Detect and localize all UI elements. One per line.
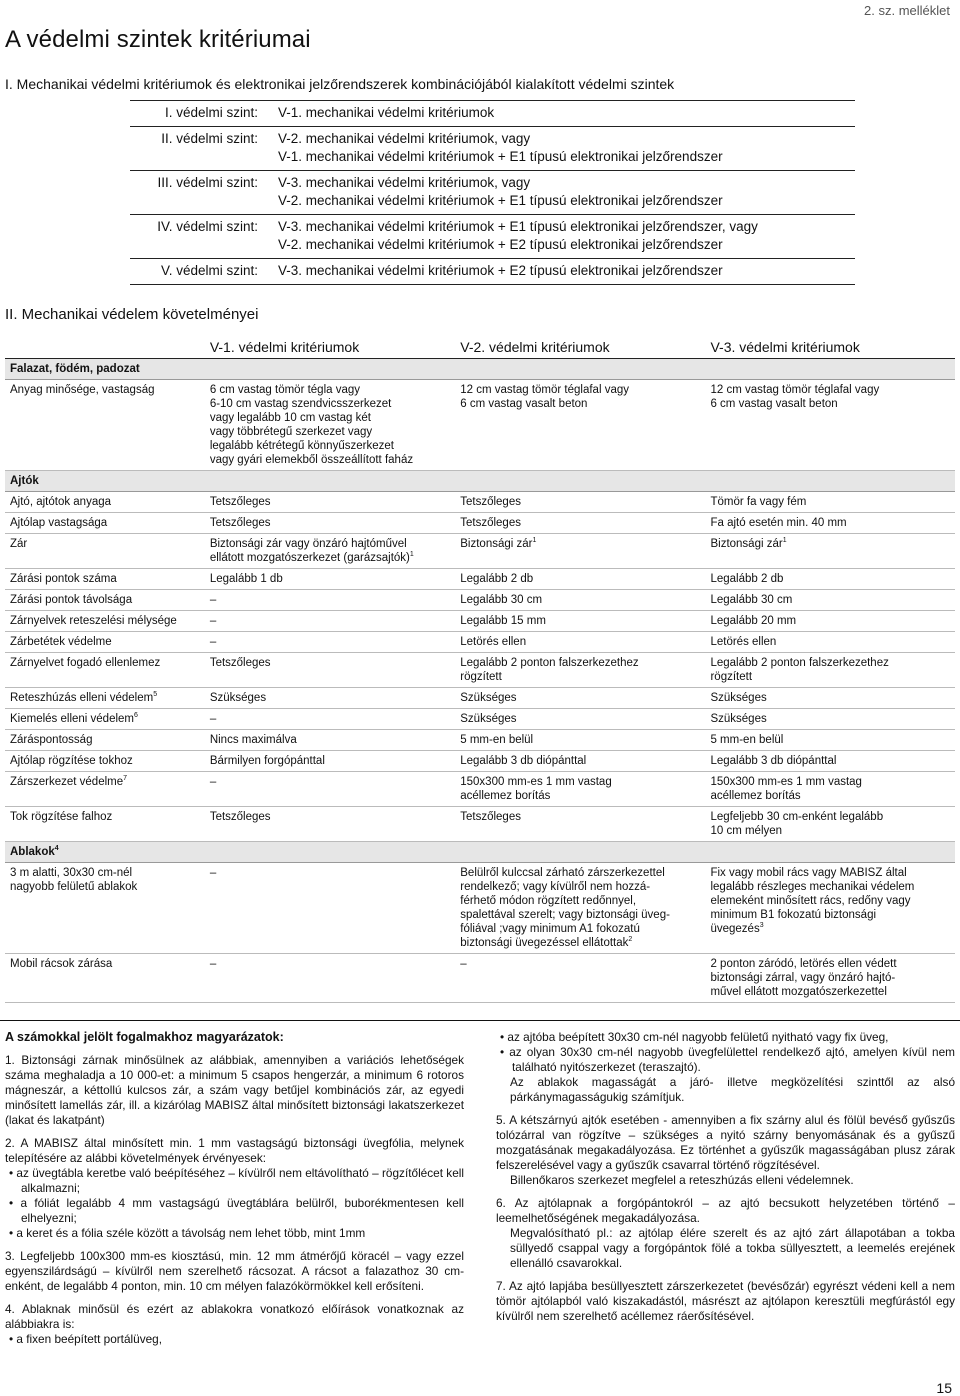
section-1-title: I. Mechanikai védelmi kritériumok és elektronikai jelzőrendszerek kombinációjából kialakított védelmi szintek bbox=[5, 76, 675, 92]
cell-text: 12 cm vastag tömör téglafal vagy 6 cm vastag vasalt beton bbox=[460, 384, 629, 410]
cell-text: Reteszhúzás elleni védelem bbox=[10, 692, 154, 704]
note-2-bullet: • az üvegtábla keretbe való beépítéséhez – kívülről nem eltávolítható – rögzítőlécet kell alkalmazni; bbox=[9, 1166, 464, 1195]
table-cell bbox=[205, 653, 455, 688]
cell-text: Tetszőleges bbox=[460, 811, 521, 823]
table-cell bbox=[205, 569, 455, 590]
level-line: V-3. mechanikai védelmi kritériumok, vagy bbox=[278, 175, 531, 190]
cell-text: Zárbetétek védelme bbox=[10, 636, 112, 648]
note-6-text: 6. Az ajtólapnak a forgópántokról – az ajtó becsukott helyzetében történő – leemelhetőségének megakadályozása. bbox=[496, 1196, 955, 1225]
row-label bbox=[5, 492, 205, 513]
table-cell bbox=[455, 611, 705, 632]
note-4-text: 4. Ablaknak minősül és ezért az ablakokra vonatkozó előírások vonatkoznak az alábbiakra is: bbox=[5, 1302, 464, 1331]
footnote-ref: 3 bbox=[759, 922, 764, 930]
note-4-bullet: • az ajtóba beépített 30x30 cm-nél nagyobb felületű nyitható vagy fix üveg, bbox=[500, 1030, 889, 1044]
table-cell bbox=[205, 709, 455, 730]
row-label bbox=[5, 632, 205, 653]
header-cell: V-3. védelmi kritériumok bbox=[705, 338, 955, 359]
level-line: V-3. mechanikai védelmi kritériumok + E2 típusú elektronikai jelzőrendszer bbox=[278, 263, 723, 278]
cell-text: Biztonsági zár bbox=[460, 538, 533, 550]
table-cell bbox=[205, 772, 455, 807]
table-cell bbox=[705, 807, 955, 842]
cell-text: 12 cm vastag tömör téglafal vagy 6 cm vastag vasalt beton bbox=[710, 384, 880, 410]
row-label bbox=[5, 653, 205, 688]
level-line: V-2. mechanikai védelmi kritériumok + E1 típusú elektronikai jelzőrendszer bbox=[278, 193, 723, 208]
note-4 bbox=[5, 1302, 464, 1347]
row-label bbox=[5, 380, 205, 471]
table-cell bbox=[705, 751, 955, 772]
note-3: 3. Legfeljebb 100x300 mm-es kiosztású, min. 12 mm átmérőjű köracél – vagy ezzel egyenszilárdságú – kívülről nem szerelhető rácsozat. A rácsot a falazathoz 30 cm-enként, de legalább 4 ponton, min. 10 cm mélyen falazókörmökkel kell erősíteni. bbox=[5, 1249, 464, 1293]
cell-text: Legfeljebb 30 cm-enként legalább 10 cm mélyen bbox=[710, 811, 884, 837]
footnote-ref: 7 bbox=[123, 775, 128, 783]
level-name: II. védelmi szint: bbox=[161, 131, 258, 146]
table-row bbox=[5, 590, 955, 611]
table-cell bbox=[205, 863, 455, 954]
cell-text: 5 mm-en belül bbox=[710, 734, 784, 746]
table-cell bbox=[455, 513, 705, 534]
notes-title: A számokkal jelölt fogalmakhoz magyarázatok: bbox=[5, 1030, 284, 1044]
table-cell bbox=[705, 534, 955, 569]
section-label: Ajtók bbox=[5, 471, 955, 492]
row-label bbox=[5, 751, 205, 772]
cell-text: Legalább 1 db bbox=[209, 573, 283, 585]
level-row bbox=[130, 100, 855, 126]
table-cell bbox=[705, 611, 955, 632]
cell-text: 5 mm-en belül bbox=[460, 734, 534, 746]
row-label bbox=[5, 590, 205, 611]
note-5 bbox=[496, 1113, 955, 1188]
note-5-tail: Billenőkaros szerkezet megfelel a reteszhúzás elleni védelemnek. bbox=[510, 1173, 854, 1187]
table-header-row bbox=[5, 338, 955, 359]
level-row bbox=[130, 170, 855, 214]
level-name: V. védelmi szint: bbox=[160, 263, 258, 278]
table-cell bbox=[455, 772, 705, 807]
table-row bbox=[5, 709, 955, 730]
cell-text: Biztonsági zár vagy önzáró hajtóművel ellátott mozgatószerkezet (garázsajtók) bbox=[209, 538, 410, 564]
protection-levels-table bbox=[130, 100, 855, 285]
table-cell bbox=[455, 709, 705, 730]
notes-column-left bbox=[5, 1030, 464, 1355]
footnote-ref: 1 bbox=[782, 537, 787, 545]
table-cell bbox=[705, 569, 955, 590]
note-2-bullet: • a fóliát legalább 4 mm vastagságú üvegtáblára belülről, buborékmentesen kell elhelyezni; bbox=[9, 1196, 464, 1225]
table-section-row bbox=[5, 471, 955, 492]
footnotes bbox=[5, 1030, 955, 1355]
cell-text: Legalább 2 ponton falszerkezethez rögzített bbox=[460, 657, 639, 683]
level-name: I. védelmi szint: bbox=[164, 105, 258, 120]
table-cell bbox=[705, 632, 955, 653]
cell-text: Biztonsági zár bbox=[710, 538, 783, 550]
cell-text: Legalább 3 db diópánttal bbox=[710, 755, 837, 767]
table-row bbox=[5, 730, 955, 751]
table-cell bbox=[705, 954, 955, 1003]
cell-text: Legalább 20 mm bbox=[710, 615, 797, 627]
table-row bbox=[5, 772, 955, 807]
header-cell: V-1. védelmi kritériumok bbox=[205, 338, 455, 359]
note-4-bullet: • az olyan 30x30 cm-nél nagyobb üvegfelülettel rendelkező ajtó, amelyen kívül nem található nyitószerkezet (teraszajtó). bbox=[500, 1045, 955, 1074]
cell-text: Tetszőleges bbox=[209, 517, 271, 529]
note-4-bullet: • a fixen beépített portálüveg, bbox=[9, 1332, 163, 1346]
row-label bbox=[5, 863, 205, 954]
cell-text: – bbox=[209, 958, 217, 970]
table-cell bbox=[205, 534, 455, 569]
notes-column-right bbox=[496, 1030, 955, 1355]
table-row bbox=[5, 513, 955, 534]
table-row bbox=[5, 492, 955, 513]
table-cell bbox=[205, 730, 455, 751]
table-cell bbox=[205, 611, 455, 632]
header-cell: V-2. védelmi kritériumok bbox=[455, 338, 705, 359]
section-2-title: II. Mechanikai védelem követelményei bbox=[5, 306, 259, 323]
cell-text: 2 ponton záródó, letörés ellen védett biztonsági zárral, vagy önzáró hajtó- művel ellátott mozgatószerkezettel bbox=[710, 958, 897, 998]
section-label bbox=[5, 842, 955, 863]
cell-text: Záráspontosság bbox=[10, 734, 93, 746]
table-cell bbox=[455, 569, 705, 590]
cell-text: Szükséges bbox=[460, 713, 517, 725]
table-cell bbox=[705, 730, 955, 751]
cell-text: Letörés ellen bbox=[460, 636, 527, 648]
table-cell bbox=[455, 590, 705, 611]
cell-text: Zárási pontok száma bbox=[10, 573, 117, 585]
cell-text: Tetszőleges bbox=[209, 811, 271, 823]
note-5-text: 5. A kétszárnyú ajtók esetében - amennyiben a fix szárny alul és fölül bevéső gyűszűs tolózárral van rögzítve – szükséges a nyitó szárny benyomásának és a gyűszű mozgatásának megakadályozása. Ez történhet a gyűszűk magasságában plusz zárak felszerelésével vagy a gyűszűk csavarral történő rögzítésével. bbox=[496, 1113, 955, 1172]
cell-text: – bbox=[460, 958, 467, 970]
level-row bbox=[130, 126, 855, 170]
table-row bbox=[5, 653, 955, 688]
cell-text: Legalább 2 ponton falszerkezethez rögzített bbox=[710, 657, 889, 683]
page-title: A védelmi szintek kritériumai bbox=[5, 26, 311, 53]
level-row bbox=[130, 214, 855, 258]
row-label bbox=[5, 611, 205, 632]
table-body-walls bbox=[5, 380, 955, 471]
table-row bbox=[5, 380, 955, 471]
table-cell bbox=[455, 688, 705, 709]
cell-text: Tok rögzítése falhoz bbox=[10, 811, 113, 823]
cell-text: Tömör fa vagy fém bbox=[710, 496, 807, 508]
cell-text: Szükséges bbox=[710, 692, 767, 704]
table-body-doors bbox=[5, 492, 955, 842]
cell-text: – bbox=[209, 776, 217, 788]
page-number: 15 bbox=[936, 1380, 952, 1396]
footnote-ref: 1 bbox=[409, 551, 414, 559]
table-cell bbox=[705, 863, 955, 954]
table-row bbox=[5, 863, 955, 954]
table-cell bbox=[705, 380, 955, 471]
level-name: III. védelmi szint: bbox=[157, 175, 258, 190]
cell-text: 6 cm vastag tömör tégla vagy 6-10 cm vastag szendvicsszerkezet vagy legalább 10 cm vastag két vagy többrétegű szerkezet vagy legalább kétrétegű könnyűszerkezet vagy gyári elemekből összeállított faház bbox=[209, 384, 414, 466]
table-cell bbox=[455, 380, 705, 471]
table-row bbox=[5, 807, 955, 842]
table-cell bbox=[205, 380, 455, 471]
cell-text: Fa ajtó esetén min. 40 mm bbox=[710, 517, 847, 529]
table-cell bbox=[205, 751, 455, 772]
cell-text: Zárnyelvek reteszelési mélysége bbox=[10, 615, 177, 627]
row-label bbox=[5, 513, 205, 534]
table-cell bbox=[455, 807, 705, 842]
cell-text: Zárnyelvet fogadó ellenlemez bbox=[10, 657, 161, 669]
level-line: V-1. mechanikai védelmi kritériumok bbox=[278, 105, 495, 120]
cell-text: – bbox=[209, 594, 217, 606]
level-line: V-2. mechanikai védelmi kritériumok + E2 típusú elektronikai jelzőrendszer bbox=[278, 237, 723, 252]
table-cell bbox=[455, 632, 705, 653]
cell-text: – bbox=[209, 867, 217, 879]
note-7: 7. Az ajtó lapjába besüllyesztett zárszerkezetet (bevésőzár) egyrészt védeni kell a nem tömör ajtólapból való kiszakadástól, másrészt az ajtólapon keresztüli megfúrástól egy kívülről nem szerelhető acéllemez ráerősítésével. bbox=[496, 1279, 955, 1323]
cell-text: Tetszőleges bbox=[460, 517, 521, 529]
level-name: IV. védelmi szint: bbox=[157, 219, 258, 234]
annex-label: 2. sz. melléklet bbox=[864, 3, 950, 18]
cell-text: Tetszőleges bbox=[209, 657, 271, 669]
row-label bbox=[5, 807, 205, 842]
section-label-text: Ablakok bbox=[10, 846, 55, 858]
cell-text: Tetszőleges bbox=[460, 496, 521, 508]
cell-text: Zárási pontok távolsága bbox=[10, 594, 133, 606]
cell-text: Ajtó, ajtótok anyaga bbox=[10, 496, 112, 508]
cell-text: Zár bbox=[10, 538, 28, 550]
notes-divider bbox=[0, 1020, 960, 1021]
cell-text: Nincs maximálva bbox=[209, 734, 297, 746]
table-row bbox=[5, 611, 955, 632]
table-cell bbox=[205, 492, 455, 513]
level-row bbox=[130, 258, 855, 285]
row-label bbox=[5, 569, 205, 590]
cell-text: – bbox=[209, 636, 217, 648]
footnote-ref: 4 bbox=[54, 845, 59, 853]
cell-text: Legalább 2 db bbox=[460, 573, 534, 585]
table-cell bbox=[205, 807, 455, 842]
table-section-row bbox=[5, 842, 955, 863]
table-cell bbox=[205, 590, 455, 611]
cell-text: Legalább 15 mm bbox=[460, 615, 546, 627]
note-6 bbox=[496, 1196, 955, 1271]
table-row bbox=[5, 954, 955, 1003]
table-cell bbox=[455, 653, 705, 688]
table-cell bbox=[455, 751, 705, 772]
cell-text: Legalább 30 cm bbox=[710, 594, 793, 606]
table-cell bbox=[455, 534, 705, 569]
footnote-ref: 5 bbox=[153, 691, 158, 699]
cell-text: Zárszerkezet védelme bbox=[10, 776, 124, 788]
cell-text: – bbox=[209, 615, 217, 627]
cell-text: Belülről kulccsal zárható zárszerkezettel rendelkező; vagy kívülről nem hozzá- férhető módon rögzített redőnnyel, spalettával szerelt; vagy biztonsági üveg- fóliával ;vagy minimum A1 fokozatú biztonsági üvegezéssel ellátottak bbox=[460, 867, 670, 949]
cell-text: Ajtólap rögzítése tokhoz bbox=[10, 755, 133, 767]
table-section-row bbox=[5, 359, 955, 380]
note-1: 1. Biztonsági zárnak minősülnek az alábbiak, amennyiben a variációs lehetőségek száma meghaladja a 10 000-et: a minimum 5 csapos hengerzár, a minimum 6 rotoros mágneszár, a kéttollú kulcsos zár, a szám vagy betűjel kombinációs zár, az egyedi minősített lamellás zár, ill. a kizárólag MABISZ által minősített biztonsági lakatszerkezet (lakat és lakatpánt) bbox=[5, 1053, 464, 1127]
cell-text: Anyag minősége, vastagság bbox=[10, 384, 155, 396]
cell-text: 3 m alatti, 30x30 cm-nél nagyobb felületű ablakok bbox=[10, 867, 138, 893]
cell-text: Szükséges bbox=[209, 692, 267, 704]
cell-text: Szükséges bbox=[710, 713, 767, 725]
footnote-ref: 2 bbox=[628, 936, 633, 944]
section-label: Falazat, födém, padozat bbox=[5, 359, 955, 380]
table-cell bbox=[455, 954, 705, 1003]
table-cell bbox=[705, 688, 955, 709]
table-cell bbox=[455, 492, 705, 513]
cell-text: Letörés ellen bbox=[710, 636, 777, 648]
note-2 bbox=[5, 1136, 464, 1241]
cell-text: Bármilyen forgópánttal bbox=[209, 755, 325, 767]
cell-text: Legalább 3 db diópánttal bbox=[460, 755, 587, 767]
cell-text: Fix vagy mobil rács vagy MABISZ által legalább részleges mechanikai védelem elemeként minősített rács, redőny vagy minimum B1 fokozatú biztonsági üvegezés bbox=[710, 867, 915, 935]
note-6-tail: Megvalósítható pl.: az ajtólap élére szerelt és az ajtó zárt állapotában a tokba süllyedő csappal vagy a forgópántok fölé a tokba süllyesztett, a leemelés erejének ellenálló csavarokkal. bbox=[510, 1226, 955, 1270]
footnote-ref: 6 bbox=[134, 712, 138, 720]
note-2-bullet: • a keret és a fólia széle között a távolság nem lehet több, mint 1mm bbox=[9, 1226, 366, 1240]
level-line: V-3. mechanikai védelmi kritériumok + E1 típusú elektronikai jelzőrendszer, vagy bbox=[278, 219, 758, 234]
row-label bbox=[5, 954, 205, 1003]
row-label bbox=[5, 772, 205, 807]
table-cell bbox=[205, 688, 455, 709]
cell-text: Kiemelés elleni védelem bbox=[10, 713, 135, 725]
table-cell bbox=[705, 772, 955, 807]
cell-text: Tetszőleges bbox=[209, 496, 271, 508]
note-2-text: 2. A MABISZ által minősített min. 1 mm vastagságú biztonsági üvegfólia, melynek telepítésére az alábbi követelmények érvényesek: bbox=[5, 1136, 464, 1165]
table-row bbox=[5, 751, 955, 772]
level-line: V-2. mechanikai védelmi kritériumok, vagy bbox=[278, 131, 531, 146]
table-cell bbox=[455, 863, 705, 954]
note-4-cont bbox=[496, 1030, 955, 1105]
level-line: V-1. mechanikai védelmi kritériumok + E1 típusú elektronikai jelzőrendszer bbox=[278, 149, 723, 164]
cell-text: Szükséges bbox=[460, 692, 517, 704]
cell-text: 150x300 mm-es 1 mm vastag acéllemez borítás bbox=[710, 776, 862, 802]
table-row bbox=[5, 632, 955, 653]
table-row bbox=[5, 569, 955, 590]
table-cell bbox=[205, 632, 455, 653]
table-cell bbox=[705, 590, 955, 611]
row-label bbox=[5, 688, 205, 709]
cell-text: 150x300 mm-es 1 mm vastag acéllemez borítás bbox=[460, 776, 612, 802]
cell-text: Legalább 2 db bbox=[710, 573, 784, 585]
row-label bbox=[5, 534, 205, 569]
cell-text: – bbox=[209, 713, 217, 725]
table-cell bbox=[705, 653, 955, 688]
table-body-windows bbox=[5, 863, 955, 1003]
table-row bbox=[5, 534, 955, 569]
header-cell bbox=[5, 338, 205, 359]
cell-text: Mobil rácsok zárása bbox=[10, 958, 113, 970]
requirements-table bbox=[5, 338, 955, 1003]
note-4-tail: Az ablakok magasságát a járó- illetve megközelítési szinttől az alsó párkánymagasságukig számítjuk. bbox=[510, 1075, 955, 1104]
table-cell bbox=[705, 492, 955, 513]
table-cell bbox=[455, 730, 705, 751]
row-label bbox=[5, 709, 205, 730]
table-cell bbox=[205, 954, 455, 1003]
cell-text: Legalább 30 cm bbox=[460, 594, 543, 606]
cell-text: Ajtólap vastagsága bbox=[10, 517, 108, 529]
table-row bbox=[5, 688, 955, 709]
table-cell bbox=[705, 513, 955, 534]
row-label bbox=[5, 730, 205, 751]
footnote-ref: 1 bbox=[532, 537, 537, 545]
table-cell bbox=[705, 709, 955, 730]
table-cell bbox=[205, 513, 455, 534]
